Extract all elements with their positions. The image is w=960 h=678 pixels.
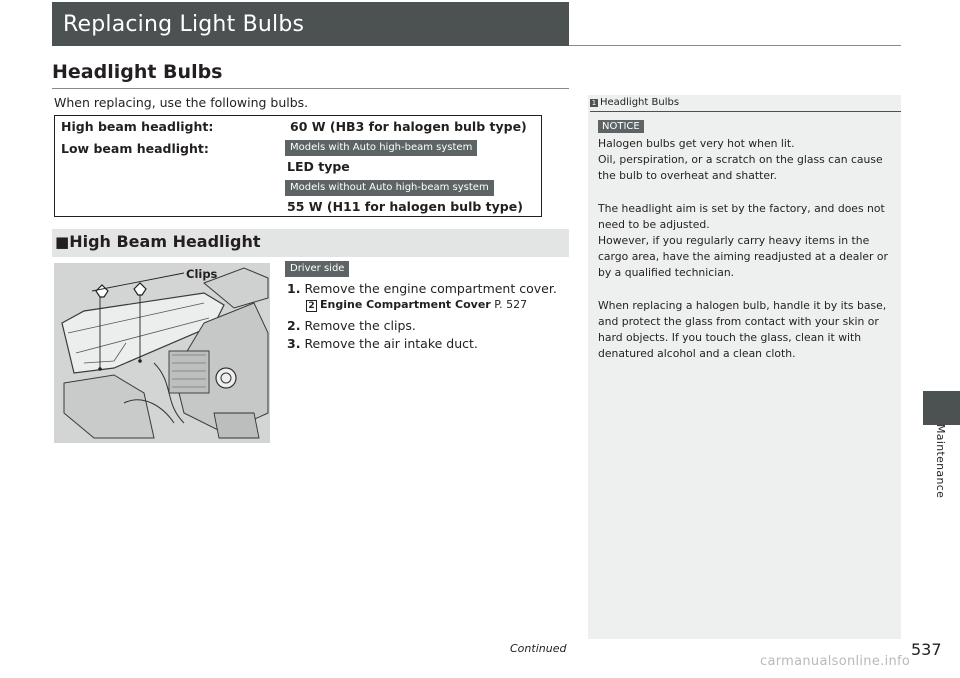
aim-line: cargo area, have the aiming readjusted at a dealer or <box>598 250 888 263</box>
title-divider <box>569 45 901 46</box>
aim-paragraph <box>598 201 894 281</box>
step-3 <box>287 336 478 351</box>
reference-page: P. 527 <box>494 298 528 311</box>
subsection-title-text: High Beam Headlight <box>69 232 261 251</box>
replace-line: denatured alcohol and a clean cloth. <box>598 347 796 360</box>
reference-title: Engine Compartment Cover <box>320 298 491 311</box>
halogen-low-beam-value: 55 W (H11 for halogen bulb type) <box>287 199 523 214</box>
engine-bay-illustration <box>54 263 270 443</box>
note-marker-icon: 1 <box>591 99 597 107</box>
step-2-text: Remove the clips. <box>304 318 416 333</box>
chapter-title: Replacing Light Bulbs <box>63 12 305 37</box>
model-pill-no-auto-high-beam: Models without Auto high-beam system <box>285 180 494 196</box>
page-number: 537 <box>911 640 942 659</box>
maintenance-tab-text: Maintenance <box>934 424 947 499</box>
subsection-header <box>52 229 569 257</box>
replace-line: hard objects. If you touch the glass, clean it with <box>598 331 862 344</box>
note-header-text: Headlight Bulbs <box>600 97 680 108</box>
low-beam-label: Low beam headlight: <box>61 141 209 156</box>
notice-badge: NOTICE <box>598 120 644 133</box>
high-beam-value: 60 W (HB3 for halogen bulb type) <box>290 119 527 134</box>
maintenance-tab-label <box>934 424 950 524</box>
chapter-title-bar <box>52 2 569 46</box>
watermark: carmanualsonline.info <box>760 654 911 669</box>
engine-bay-drawing <box>54 263 270 443</box>
step-3-text: Remove the air intake duct. <box>304 336 478 351</box>
step-1-number: 1. <box>287 281 301 296</box>
step-2 <box>287 318 416 333</box>
clips-callout: Clips <box>186 267 218 281</box>
step-3-number: 3. <box>287 336 301 351</box>
notice-line: Oil, perspiration, or a scratch on the glass can cause <box>598 153 883 166</box>
section-divider <box>52 88 569 89</box>
aim-line: However, if you regularly carry heavy items in the <box>598 234 870 247</box>
aim-line: The headlight aim is set by the factory, and does not <box>598 202 885 215</box>
section-title: Headlight Bulbs <box>52 61 223 83</box>
subsection-title <box>55 232 261 251</box>
driver-side-pill: Driver side <box>285 261 349 277</box>
step-1 <box>287 281 557 296</box>
step-1-text: Remove the engine compartment cover. <box>304 281 557 296</box>
step-2-number: 2. <box>287 318 301 333</box>
high-beam-label: High beam headlight: <box>61 119 214 134</box>
replace-line: When replacing a halogen bulb, handle it by its base, <box>598 299 887 312</box>
replace-line: and protect the glass from contact with your skin or <box>598 315 879 328</box>
notice-line: the bulb to overheat and shatter. <box>598 169 777 182</box>
cross-reference-link[interactable] <box>306 298 527 312</box>
notice-paragraph <box>598 136 894 184</box>
model-pill-auto-high-beam: Models with Auto high-beam system <box>285 140 477 156</box>
note-header <box>590 97 679 108</box>
aim-line: need to be adjusted. <box>598 218 710 231</box>
maintenance-tab[interactable] <box>923 391 960 425</box>
note-divider <box>590 111 901 112</box>
arrow-icon: 2 <box>306 300 317 312</box>
section-intro: When replacing, use the following bulbs. <box>54 95 309 110</box>
aim-line: by a qualified technician. <box>598 266 735 279</box>
notice-line: Halogen bulbs get very hot when lit. <box>598 137 795 150</box>
continued-label: Continued <box>510 642 567 655</box>
bullet-icon: ■ <box>55 233 70 251</box>
replace-paragraph <box>598 298 894 362</box>
led-type-value: LED type <box>287 159 350 174</box>
